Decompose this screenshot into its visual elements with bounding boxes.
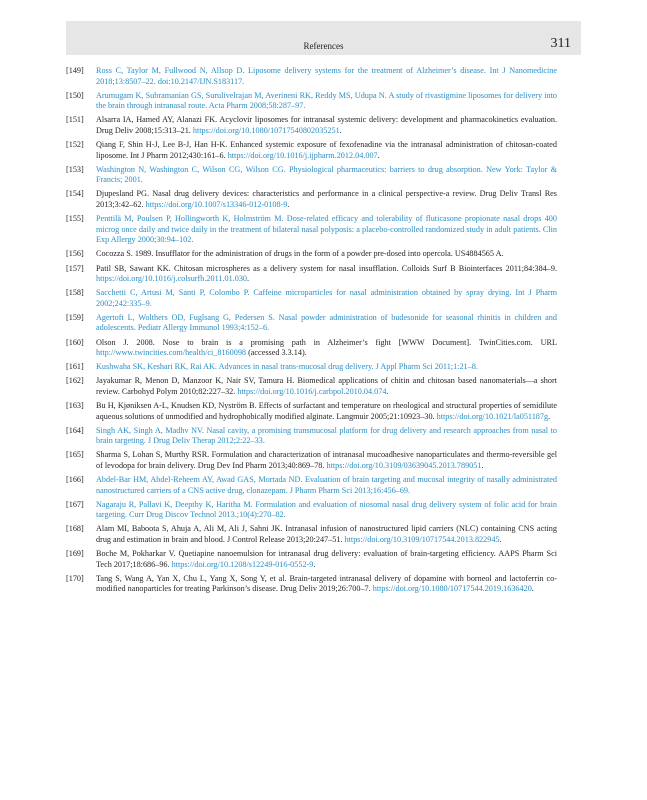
reference-number: [150] [66,90,84,100]
reference-number: [152] [66,140,84,150]
reference-link[interactable]: Nagaraju R, Pallavi K, Deepthy K, Haritha M. Formulation and evaluation of niosomal nasal drug delivery system of folic acid for brain targeting. Curr Drug Discov Technol 2013.;10(4):270–82. [96,499,557,520]
reference-body [96,214,557,244]
doi-link[interactable]: https://doi.org/10.1016/j.colsurfb.2011.01.030 [96,274,248,284]
reference-suffix: . [386,386,389,396]
reference-body [96,313,557,333]
reference-number: [169] [66,549,84,559]
doi-link[interactable]: https://doi.org/10.1080/10717540802035251 [192,125,340,135]
reference-item [66,574,557,595]
reference-number: [155] [66,214,84,224]
reference-link[interactable]: Washington N, Washington C, Wilson CG, Wilson CG. Physiological pharmaceutics: barriers to drug absorption. New York: Taylor & Francis; 2001. [96,164,557,185]
reference-item [66,401,557,422]
reference-item [66,338,557,359]
page-header [66,21,581,55]
doi-link[interactable]: https://doi.org/10.1208/s12249-016-0552-9 [171,559,314,569]
reference-link[interactable]: Abdel-Bar HM, Abdel-Reheem AY, Awad GAS, Mortada ND. Evaluation of brain targeting and mucosal integrity of nasally administrated nanostructured carriers of a CNS active drug, clonazepam. J Pharm Pharm Sci 2013;16:456–69. [96,475,557,495]
reference-body [96,549,557,569]
reference-body [96,475,557,495]
reference-item [66,524,557,545]
reference-number: [158] [66,288,84,298]
reference-body [96,189,557,209]
reference-suffix: . [339,125,342,135]
doi-link[interactable]: http://www.twincities.com/health/ci_8160098 [96,348,247,358]
reference-suffix: . [531,584,534,594]
reference-item [66,140,557,161]
reference-suffix: . [247,274,250,284]
reference-item [66,475,557,496]
reference-item [66,165,557,186]
reference-number: [154] [66,189,84,199]
reference-item [66,91,557,112]
reference-body [96,376,557,396]
reference-item [66,376,557,397]
reference-body [96,115,557,135]
reference-text: Alam MI, Baboota S, Ahuja A, Ali M, Ali J, Sahni JK. Intranasal infusion of nanostructured lipid carriers (NLC) containing CNS acting drug and estimation in brain and blood. J Control Release 2013;20:247–51. [96,524,557,545]
reference-item [66,500,557,521]
reference-item [66,362,557,373]
reference-item [66,288,557,309]
reference-text: Cocozza S. 1989. Insufflator for the administration of drugs in the form of a powder pre-dosed into opercola. US4884565 A. [96,249,504,259]
reference-link[interactable]: Agertoft L, Wolthers OD, Fuglsang G, Pedersen S. Nasal powder administration of budesonide for seasonal rhinitis in children and adolescents. Pediatr Allergy Immunol 1993;4:152–6. [96,312,557,333]
reference-item [66,549,557,570]
reference-text: Tang S, Wang A, Yan X, Chu L, Yang X, Song Y, et al. Brain-targeted intranasal delivery of dopamine with borneol and lactoferrin co-modified nanoparticles for treating Parkinson’s disease. Drug Deliv 2019;26:700–7. [96,573,557,594]
reference-number: [151] [66,115,84,125]
reference-body [96,426,557,446]
page-number: 311 [550,36,571,51]
reference-body [96,450,557,470]
reference-link[interactable]: Penttilä M, Poulsen P, Hollingworth K, Holmström M. Dose-related efficacy and tolerability of fluticasone propionate nasal drops 400 microg once daily and twice daily in the treatment of bilateral nasal polyposis: a placebo-controlled randomized study in adult patients. Clin Exp Allergy 2000;30:94–102. [96,214,557,245]
reference-number: [164] [66,425,84,435]
reference-number: [162] [66,376,84,386]
reference-item [66,264,557,285]
reference-item [66,426,557,447]
reference-text: Djupesland PG. Nasal drug delivery devices: characteristics and performance in a clinical perspective-a review. Drug Deliv Transl Res 2013;3:42–62. [96,189,557,210]
reference-list [66,66,557,599]
reference-text: Qiang F, Shin H-J, Lee B-J, Han H-K. Enhanced systemic exposure of fexofenadine via the intranasal administration of chitosan-coated liposome. Int J Pharm 2012;430:161–6. [96,140,557,160]
reference-suffix: . [377,150,380,160]
reference-number: [161] [66,362,84,372]
reference-text: Bu H, Kjøniksen A-L, Knudsen KD, Nyström B. Effects of surfactant and temperature on rheological and structural properties of semidilute aqueous solutions of unmodified and hydrophobically modified alginate. Langmuir 2005;21:10923–30. [96,401,557,421]
doi-link[interactable]: https://doi.org/10.1016/j.carbpol.2010.04.074 [237,386,387,396]
doi-link[interactable]: https://doi.org/10.1021/la051187g [436,411,549,421]
reference-body [96,288,557,308]
reference-body [96,140,557,160]
reference-item [66,66,557,87]
reference-number: [168] [66,524,84,534]
reference-number: [167] [66,499,84,509]
reference-text: Alsarra IA, Hamed AY, Alanazi FK. Acyclovir liposomes for intranasal systemic delivery: development and pharmacokinetics evaluation. Drug Deliv 2008;15:313–21. [96,115,557,135]
reference-link[interactable]: Arumugam K, Subramanian GS, Surulivelrajan M, Averineni RK, Reddy MS, Udupa N. A study of rivastigmine liposomes for delivery into the brain through intranasal route. Acta Pharm 2008;58:287–97. [96,90,557,111]
reference-number: [163] [66,401,84,411]
reference-body [96,91,557,111]
reference-body [96,165,557,185]
reference-number: [149] [66,66,84,75]
reference-body [96,362,478,371]
reference-link[interactable]: Singh AK, Singh A, Madhv NV. Nasal cavity, a promising transmucosal platform for drug delivery and research approaches from nasal to brain targeting. J Drug Deliv Therap 2012;2:22–33. [96,425,557,446]
reference-suffix: . [287,200,290,210]
reference-suffix: (accessed 3.3.14). [246,348,307,358]
reference-number: [165] [66,450,84,460]
doi-link[interactable]: https://doi.org/10.1080/10717544.2019.1636420 [372,584,532,594]
reference-text: Boche M, Pokharkar V. Quetiapine nanoemulsion for intranasal drug delivery: evaluation of brain-targeting efficiency. AAPS Pharm Sci Tech 2017;18:686–96. [96,549,557,569]
reference-suffix: . [481,461,484,470]
reference-item [66,115,557,136]
reference-item [66,450,557,471]
reference-body [96,249,504,258]
reference-body [96,401,557,421]
reference-body [96,264,557,284]
doi-link[interactable]: https://doi.org/10.1007/s13346-012-0108-9 [145,200,288,210]
reference-link[interactable]: Sacchetti C, Artusi M, Santi P, Colombo P. Caffeine microparticles for nasal administration obtained by spray drying. Int J Pharm 2002;242:335–9. [96,288,557,308]
reference-link[interactable]: Ross C, Taylor M, Fullwood N, Allsop D. Liposome delivery systems for the treatment of Alzheimer’s disease. Int J Nanomedicine 2018;13:8507–22. doi:10.2147/IJN.S183117. [96,66,557,86]
doi-link[interactable]: https://doi.org/10.1016/j.ijpharm.2012.04.007 [227,150,378,160]
reference-body [96,338,557,358]
doi-link[interactable]: https://doi.org/10.3109/10717544.2013.822945 [344,535,500,545]
reference-number: [153] [66,164,84,174]
reference-suffix: . [499,535,502,545]
reference-text: Olson J. 2008. Nose to brain is a promising path in Alzheimer’s fight [WWW Document]. TwinCities.com. URL [96,337,557,347]
reference-item [66,313,557,334]
reference-number: [157] [66,263,84,273]
reference-suffix: . [548,411,551,421]
reference-body [96,524,557,544]
doi-link[interactable]: https://doi.org/10.3109/03639045.2013.789051 [326,461,482,470]
reference-link[interactable]: Kushwaha SK, Keshari RK, Rai AK. Advances in nasal trans-mucosal drug delivery. J Appl Pharm Sci 2011;1:21–8. [96,362,478,372]
reference-body [96,574,557,594]
reference-number: [156] [66,249,84,259]
reference-item [66,189,557,210]
reference-item [66,214,557,246]
reference-suffix: . [313,559,316,569]
running-head: References [303,41,344,51]
reference-number: [159] [66,312,84,322]
reference-body [96,500,557,520]
reference-number: [170] [66,573,84,583]
reference-number: [160] [66,337,84,347]
reference-text: Jayakumar R, Menon D, Manzoor K, Nair SV, Tamura H. Biomedical applications of chitin and chitosan based nanomaterials—a short review. Carbohyd Polym 2010;82:227–32. [96,376,557,396]
reference-body [96,66,557,86]
reference-number: [166] [66,475,84,485]
reference-text: Sharma S, Lohan S, Murthy RSR. Formulation and characterization of intranasal mucoadhesive nanoparticulates and thermo-reversible gel of levodopa for brain delivery. Drug Dev Ind Pharm 2013;40:869–78. [96,450,557,470]
reference-item [66,249,557,260]
reference-text: Patil SB, Sawant KK. Chitosan microspheres as a delivery system for nasal insufflation. Colloids Surf B Biointerfaces 2011;84:384–9. [96,263,557,273]
